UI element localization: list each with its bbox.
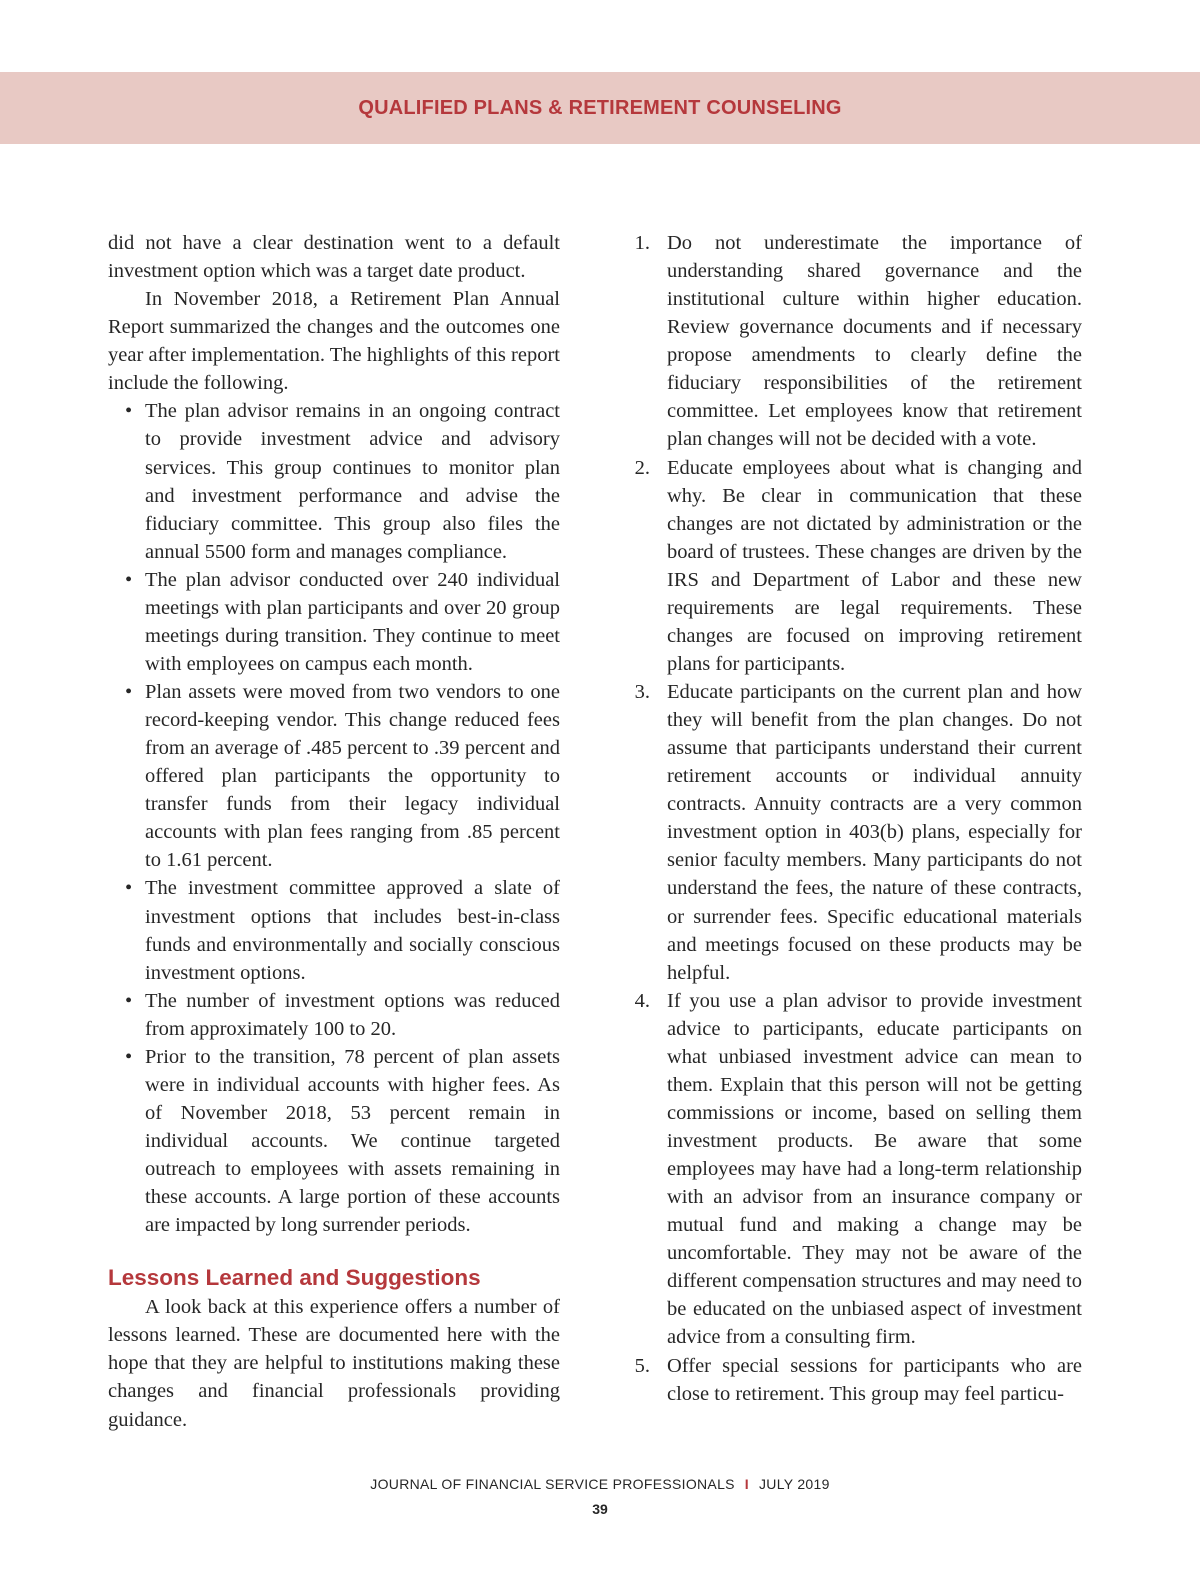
right-column [628, 229, 1082, 1408]
paragraph-annual-report: In November 2018, a Retirement Plan Annual Report summarized the changes and the outcomes one year after implementation. The highlights of this report include the following. [108, 288, 560, 395]
list-item: • Prior to the transition, 78 percent of plan assets were in individual accounts with higher fees. As of November 2018, 53 percent remain in individual accounts. We continue targeted outreach to employees with assets remaining in these accounts. A large portion of these accounts are impacted by long surrender periods. [108, 1043, 560, 1239]
journal-title: JOURNAL OF FINANCIAL SERVICE PROFESSIONALS [370, 1476, 735, 1492]
list-number: 3. [634, 681, 650, 703]
list-number: 5. [634, 1354, 650, 1377]
list-number: 1. [634, 232, 650, 254]
list-item: • The plan advisor conducted over 240 individual meetings with plan participants and over 20 group meetings during transition. They continue to meet with employees on campus each month. [108, 566, 560, 678]
list-item: • Plan assets were moved from two vendors to one record-keeping vendor. This change reduced fees from an average of .485 percent to .39 percent and offered plan participants the opportunity to transfer funds from their legacy individual accounts with plan fees ranging from .85 percent to 1.61 percent. [108, 678, 560, 874]
list-item-text: Do not underestimate the importance of understanding shared governance and the institutional culture within higher education. Review governance documents and if necessary propose amendments to clearly define the fiduciary responsibilities of the retirement committee. Let employees know that retirement plan changes will not be decided with a vote. [667, 232, 1082, 451]
list-item-text: Educate employees about what is changing and why. Be clear in communication that these changes are not dictated by administration or the board of trustees. These changes are driven by the IRS and Department of Labor and these new requirements are legal requirements. These changes are focused on improving retirement plans for participants. [667, 456, 1082, 675]
list-item [628, 454, 1082, 679]
list-number: 2. [634, 456, 650, 479]
page-number: 39 [592, 1501, 608, 1517]
list-item [628, 229, 1082, 454]
list-item-text: Offer special sessions for participants who are close to retirement. This group may feel particu- [667, 1354, 1082, 1405]
section-heading: Lessons Learned and Suggestions [108, 1265, 481, 1291]
list-item: • The investment committee approved a slate of investment options that includes best-in-class funds and environmentally and socially conscious investment options. [108, 874, 560, 986]
highlights-list [108, 397, 560, 1239]
list-item: • The number of investment options was reduced from approximately 100 to 20. [108, 987, 560, 1043]
left-column [108, 229, 560, 1434]
page-footer [0, 1474, 1200, 1520]
footer-separator: I [744, 1476, 749, 1492]
running-header-title: QUALIFIED PLANS & RETIREMENT COUNSELING [358, 96, 842, 119]
list-item-text: Educate participants on the current plan and how they will benefit from the plan changes. Do not assume that participants understand their current retirement accounts or individual annuity contracts. Annuity contracts are a very common investment option in 403(b) plans, especially for senior faculty members. Many participants do not understand the fees, the nature of these contracts, or surrender fees. Specific educational materials and meetings focused on these products may be helpful. [667, 681, 1082, 984]
lessons-list [628, 229, 1082, 1408]
list-item [628, 987, 1082, 1352]
issue-date: JULY 2019 [759, 1476, 830, 1492]
list-item: • The plan advisor remains in an ongoing contract to provide investment advice and advisory services. This group continues to monitor plan and investment performance and advise the fiduciary committee. This group also files the annual 5500 form and manages compliance. [108, 397, 560, 565]
list-item [628, 678, 1082, 987]
list-item-text: If you use a plan advisor to provide investment advice to participants, educate participants on what unbiased investment advice can mean to them. Explain that this person will not be getting commissions or income, based on selling them investment products. Be aware that some employees may have had a long-term relationship with an advisor from an insurance company or mutual fund and making a change may be uncomfortable. They may not be aware of the different compensation structures and may need to be educated on the unbiased aspect of investment advice from a consulting firm. [667, 989, 1082, 1349]
paragraph-continuation: did not have a clear destination went to a default investment option which was a target date product. [108, 232, 560, 283]
list-number: 4. [634, 989, 650, 1012]
footer-line [0, 1474, 1200, 1494]
list-item [628, 1352, 1082, 1408]
paragraph-lessons-intro: A look back at this experience offers a number of lessons learned. These are documented here with the hope that they are helpful to institutions making these changes and financial professionals providing guidance. [108, 1296, 560, 1431]
running-header-band [0, 72, 1200, 144]
